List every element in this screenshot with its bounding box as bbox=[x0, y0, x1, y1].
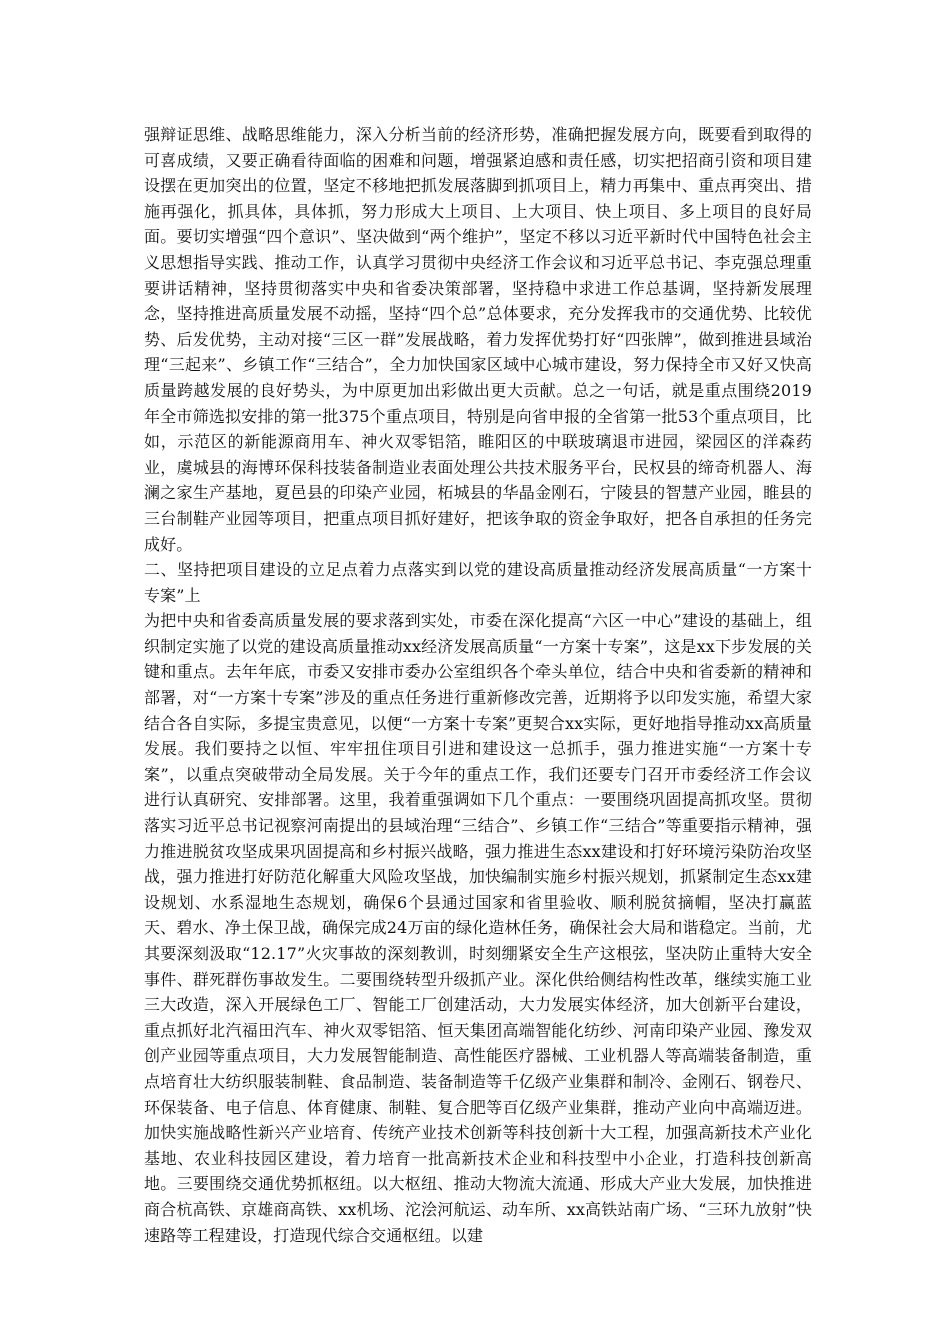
body-paragraph-1: 强辩证思维、战略思维能力，深入分析当前的经济形势，准确把握发展方向，既要看到取得的可喜成绩，又要正确看待面临的困难和问题，增强紧迫感和责任感，切实把招商引资和项目建设摆在更加突出的位置，坚定不移地把抓发展落脚到抓项目上，精力再集中、重点再突出、措施再强化，抓具体，具体抓，努力形成大上项目、上大项目、快上项目、多上项目的良好局面。要切实增强“四个意识”、坚决做到“两个维护”，坚定不移以习近平新时代中国特色社会主义思想指导实践、推动工作，认真学习贯彻中央经济工作会议和习近平总书记、李克强总理重要讲话精神，坚持贯彻落实中央和省委决策部署，坚持稳中求进工作总基调，坚持新发展理念，坚持推进高质量发展不动摇，坚持“四个总”总体要求，充分发挥我市的交通优势、比较优势、后发优势，主动对接“三区一群”发展战略，着力发挥优势打好“四张牌”，做到推进县域治理“三起来”、乡镇工作“三结合”，全力加快国家区域中心城市建设，努力保持全市又好又快高质量跨越发展的良好势头，为中原更加出彩做出更大贡献。总之一句话，就是重点围绕2019年全市筛选拟安排的第一批375个重点项目，特别是向省申报的全省第一批53个重点项目，比如，示范区的新能源商用车、神火双零铝箔，睢阳区的中联玻璃退市进园，梁园区的洋森药业，虞城县的海博环保科技装备制造业表面处理公共技术服务平台，民权县的缔奇机器人、海澜之家生产基地，夏邑县的印染产业园，柘城县的华晶金刚石，宁陵县的智慧产业园，睢县的三台制鞋产业园等项目，把重点项目抓好建好，把该争取的资金争取好，把各自承担的任务完成好。 bbox=[144, 125, 812, 554]
body-paragraph-2: 为把中央和省委高质量发展的要求落到实处，市委在深化提高“六区一中心”建设的基础上，组织制定实施了以党的建设高质量推动xx经济发展高质量“一方案十专案”，这是xx下步发展的关键和重点。去年年底，市委又安排市委办公室组织各个牵头单位，结合中央和省委新的精神和部署，对“一方案十专案”涉及的重点任务进行重新修改完善，近期将予以印发实施，希望大家结合各自实际，多提宝贵意见，以便“一方案十专案”更契合xx实际，更好地指导推动xx高质量发展。我们要持之以恒、牢牢扭住项目引进和建设这一总抓手，强力推进实施“一方案十专案”，以重点突破带动全局发展。关于今年的重点工作，我们还要专门召开市委经济工作会议进行认真研究、安排部署。这里，我着重强调如下几个重点：一要围绕巩固提高抓攻坚。贯彻落实习近平总书记视察河南提出的县域治理“三结合”、乡镇工作“三结合”等重要指示精神，强力推进脱贫攻坚成果巩固提高和乡村振兴战略，强力推进生态xx建设和打好环境污染防治攻坚战，强力推进打好防范化解重大风险攻坚战，加快编制实施乡村振兴规划，抓紧制定生态xx建设规划、水系湿地生态规划，确保6个县通过国家和省里验收、顺利脱贫摘帽，坚决打赢蓝天、碧水、净土保卫战，确保完成24万亩的绿化造林任务，确保社会大局和谐稳定。当前，尤其要深刻汲取“12.17”火灾事故的深刻教训，时刻绷紧安全生产这根弦，坚决防止重特大安全事件、群死群伤事故发生。二要围绕转型升级抓产业。深化供给侧结构性改革，继续实施工业三大改造，深入开展绿色工厂、智能工厂创建活动，大力发展实体经济，加大创新平台建设，重点抓好北汽福田汽车、神火双零铝箔、恒天集团高端智能化纺纱、河南印染产业园、豫发双创产业园等重点项目，大力发展智能制造、高性能医疗器械、工业机器人等高端装备制造，重点培育壮大纺织服装制鞋、食品制造、装备制造等千亿级产业集群和制冷、金刚石、钢卷尺、环保装备、电子信息、体育健康、制鞋、复合肥等百亿级产业集群，推动产业向中高端迈进。加快实施战略性新兴产业培育、传统产业技术创新等科技创新十大工程，加强高新技术产业化基地、农业科技园区建设，着力培育一批高新技术企业和科技型中小企业，打造科技创新高地。三要围绕交通优势抓枢纽。以大枢纽、推动大物流大流通、形成大产业大发展，加快推进商合杭高铁、京雄商高铁、xx机场、沱浍河航运、动车所、xx高铁站南广场、“三环九放射”快速路等工程建设，打造现代综合交通枢纽。以建 bbox=[144, 611, 812, 1245]
document-body bbox=[144, 122, 812, 1248]
section-heading-2: 二、坚持把项目建设的立足点着力点落实到以党的建设高质量推动经济发展高质量“一方案十专案”上 bbox=[144, 560, 812, 605]
